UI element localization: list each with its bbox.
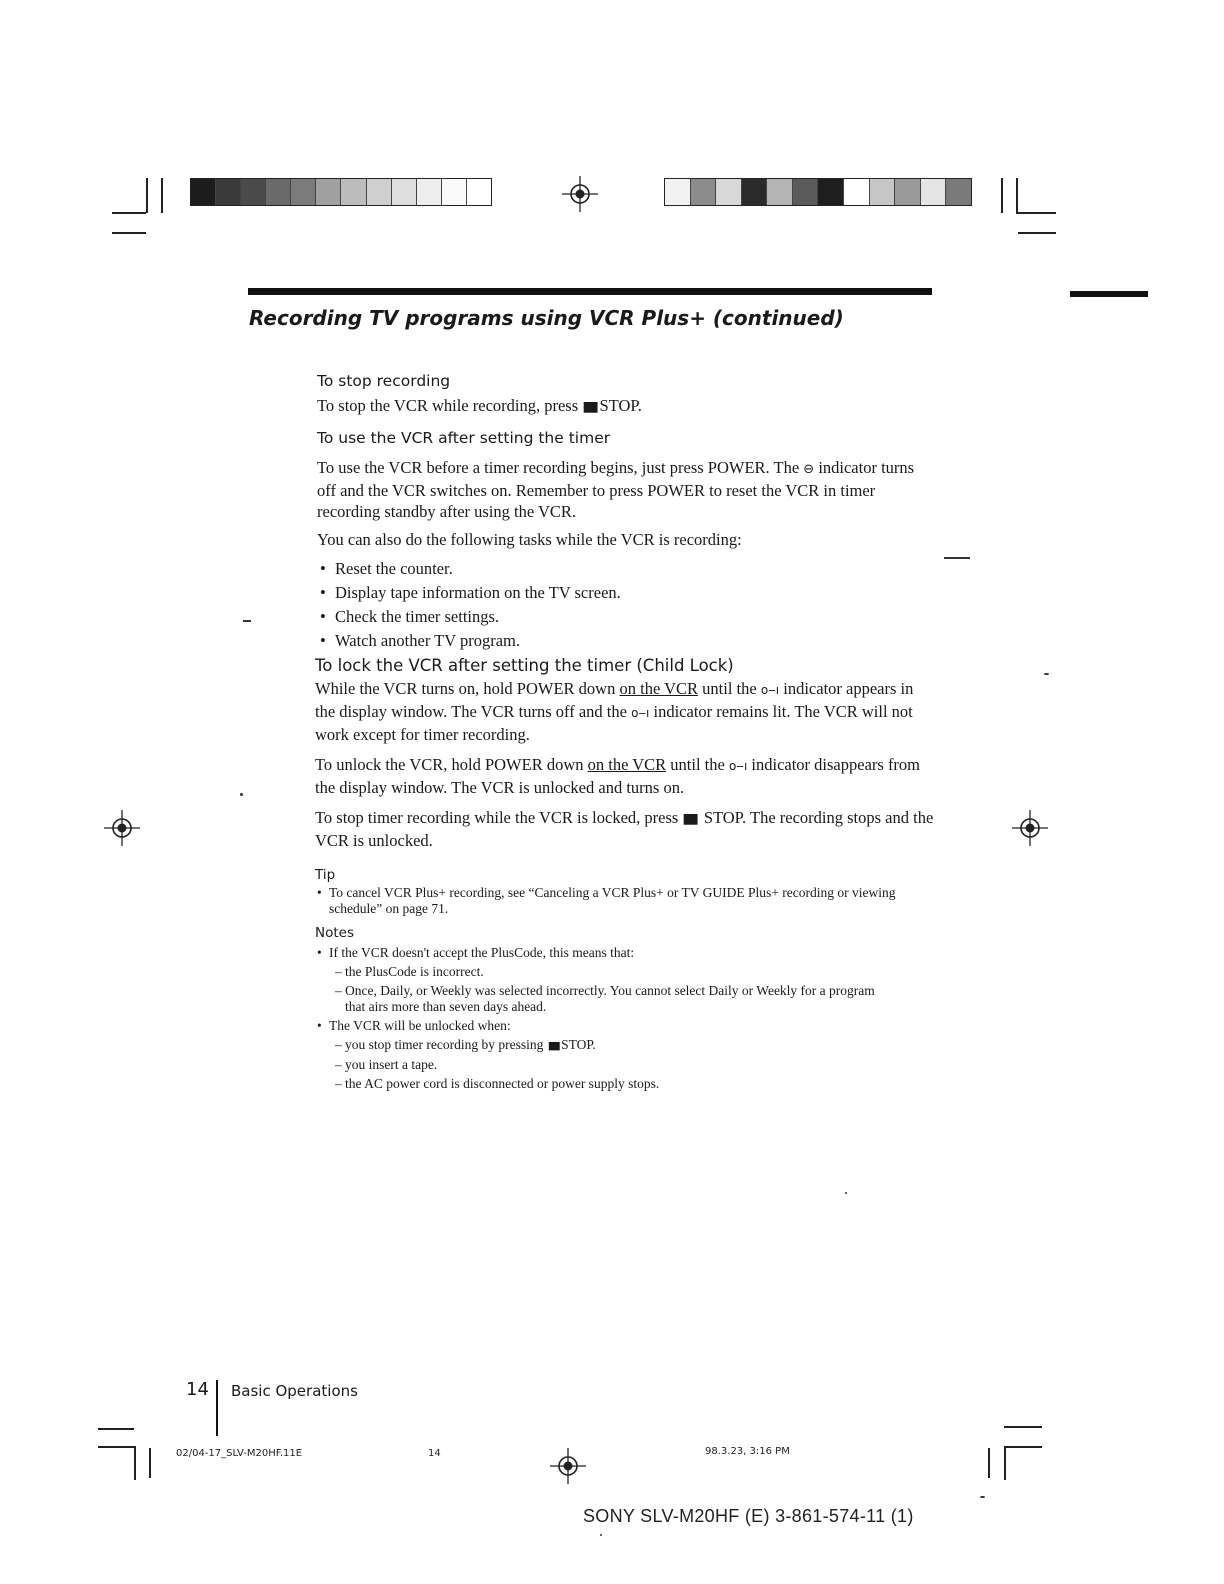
heading-rule [248, 288, 932, 295]
registration-target-icon [548, 1446, 588, 1486]
list-item: • If the VCR doesn't accept the PlusCode, this means that: – the PlusCode is incorrect. – Once, Daily, or Weekly was selected incorrectly. You cannot select Daily or Weekly for a program that airs more than seven days ahead. [315, 945, 937, 1015]
main-content [317, 370, 937, 1092]
notes-heading: Notes [315, 925, 354, 941]
key-lock-icon: o‒ı [760, 683, 780, 697]
list-item: • The VCR will be unlocked when: – you stop timer recording by pressing ■STOP. – you insert a tape. – the AC power cord is disconnected or power supply stops. [315, 1018, 937, 1092]
scan-speck [944, 557, 970, 559]
list-item: • Display tape information on the TV screen. [317, 581, 937, 605]
use-after-timer-section [317, 427, 937, 653]
notes-section [315, 923, 937, 1092]
use-after-timer-heading: To use the VCR after setting the timer [317, 429, 611, 447]
list-item: – the AC power cord is disconnected or power supply stops. [335, 1076, 937, 1092]
slug-page: 14 [428, 1448, 441, 1459]
tasks-list [317, 557, 937, 653]
scan-speck [240, 793, 243, 796]
list-item: • To cancel VCR Plus+ recording, see “Canceling a VCR Plus+ or TV GUIDE Plus+ recording or viewing schedule” on page 71. [315, 885, 937, 917]
grayscale-strip-left [190, 178, 492, 206]
list-item: • Watch another TV program. [317, 629, 937, 653]
list-item: – the PlusCode is incorrect. [335, 964, 937, 980]
stop-square-icon: ■ [582, 399, 600, 415]
scan-speck [243, 620, 251, 622]
child-lock-paragraph-3: To stop timer recording while the VCR is locked, press ■ STOP. The recording stops and the VCR is unlocked. [315, 808, 934, 850]
key-lock-icon: o‒ı [728, 759, 748, 773]
scan-speck [845, 1192, 847, 1194]
stop-square-icon: ■ [682, 811, 700, 827]
scan-speck [600, 1534, 602, 1536]
registration-target-icon [102, 808, 142, 848]
stop-square-icon: ■ [547, 1039, 561, 1052]
slug-filename: 02/04-17_SLV-M20HF.11E [176, 1448, 303, 1459]
stop-recording-heading: To stop recording [317, 372, 451, 390]
registration-target-icon [560, 174, 600, 214]
thumb-tab-rule [1070, 291, 1148, 297]
child-lock-section [315, 655, 937, 851]
child-lock-heading: To lock the VCR after setting the timer (Child Lock) [315, 656, 734, 675]
notes-list [315, 945, 937, 1092]
scan-speck [1044, 673, 1049, 675]
tip-heading: Tip [315, 867, 336, 883]
footer-divider [216, 1380, 218, 1436]
child-lock-paragraph-1: While the VCR turns on, hold POWER down on the VCR until the o‒ı indicator appears in the display window. The VCR turns off and the o‒ı indicator remains lit. The VCR will not work except for timer recording. [315, 679, 914, 744]
key-lock-icon: o‒ı [631, 706, 650, 720]
page-number: 14 [186, 1379, 209, 1400]
tasks-intro: You can also do the following tasks while the VCR is recording: [317, 530, 742, 549]
list-item: – Once, Daily, or Weekly was selected incorrectly. You cannot select Daily or Weekly for a program that airs more than seven days ahead. [335, 983, 937, 1015]
tip-section [315, 865, 937, 917]
stop-recording-text: To stop the VCR while recording, press ■STOP. [317, 395, 937, 418]
scan-speck [980, 1496, 985, 1498]
list-item: – you insert a tape. [335, 1057, 937, 1073]
color-strip-right [664, 178, 972, 206]
list-item: • Reset the counter. [317, 557, 937, 581]
use-after-timer-paragraph: To use the VCR before a timer recording begins, just press POWER. The ⊖ indicator turns off and the VCR switches on. Remember to press POWER to reset the VCR in timer recording standby after using the VCR. [317, 458, 915, 521]
child-lock-paragraph-2: To unlock the VCR, hold POWER down on the VCR until the o‒ı indicator disappears from the display window. The VCR is unlocked and turns on. [315, 755, 921, 797]
timer-clock-icon: ⊖ [803, 462, 815, 477]
stop-recording-section [317, 370, 937, 418]
section-title: Recording TV programs using VCR Plus+ (continued) [249, 306, 844, 330]
list-item: • Check the timer settings. [317, 605, 937, 629]
product-code: SONY SLV-M20HF (E) 3-861-574-11 (1) [583, 1506, 914, 1526]
registration-target-icon [1010, 808, 1050, 848]
tip-list [315, 885, 937, 917]
slug-date: 98.3.23, 3:16 PM [705, 1446, 790, 1457]
footer-section-name: Basic Operations [231, 1382, 358, 1400]
list-item: – you stop timer recording by pressing ■STOP. [335, 1037, 937, 1054]
